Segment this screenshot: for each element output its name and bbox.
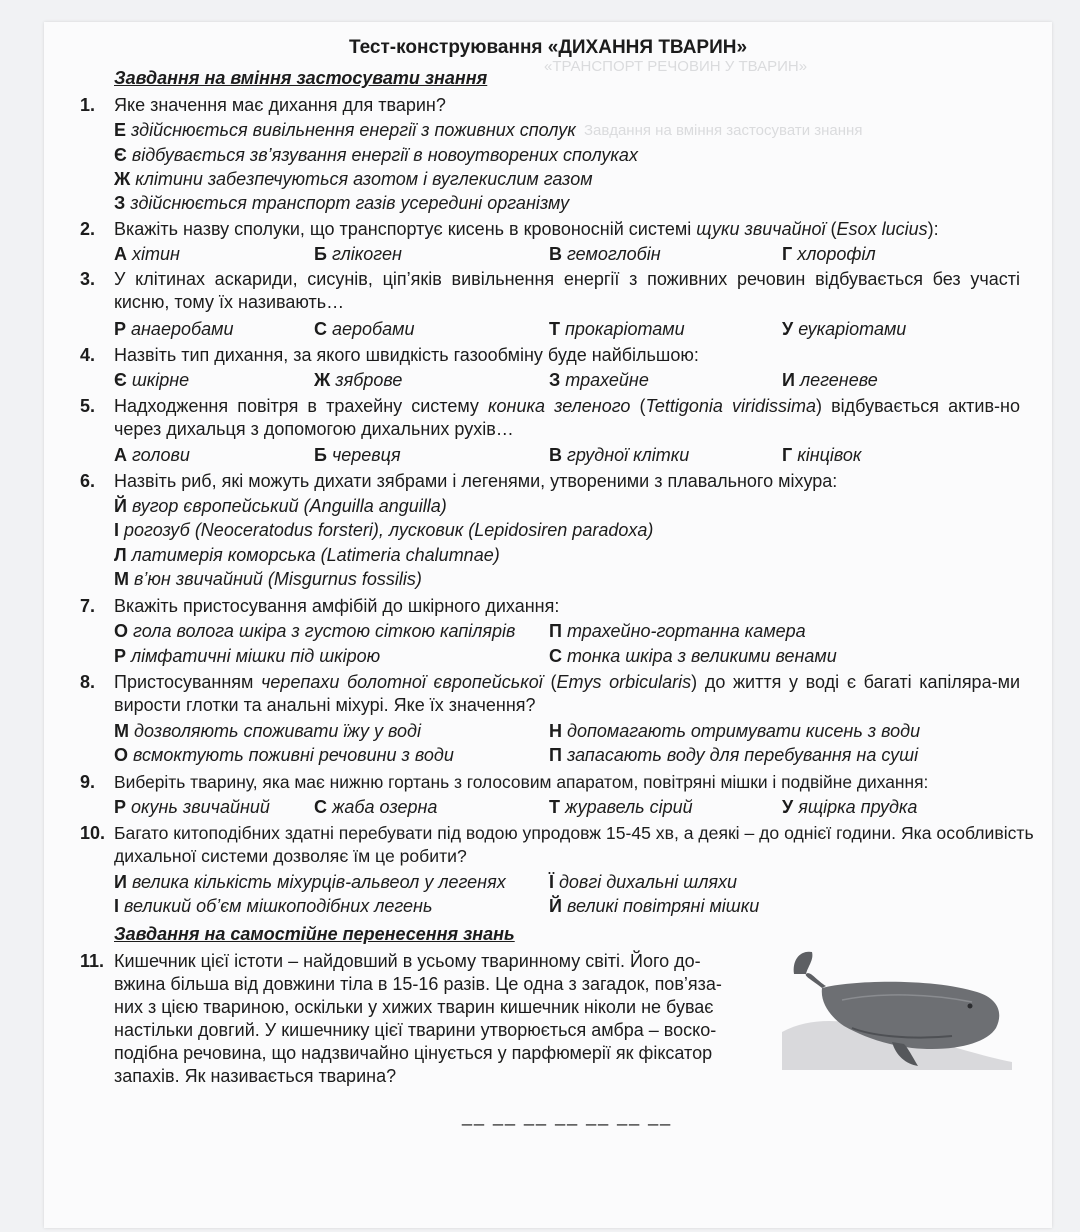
option-letter: Й <box>549 896 562 916</box>
text-line: запахів. Як називається тварина? <box>114 1066 397 1086</box>
question-number: 2. <box>80 219 96 239</box>
option-letter: Є <box>114 145 127 165</box>
option-text: клітини забезпечуються азотом і вуглекислим газом <box>130 169 593 189</box>
option-letter: У <box>782 797 794 817</box>
option[interactable] <box>782 369 878 392</box>
option-text: зяброве <box>330 370 403 390</box>
question-text: Назвіть риб, які можуть дихати зябрами і легенями, утвореними з плавального міхура: <box>114 471 838 491</box>
option-text: хлорофіл <box>792 244 876 264</box>
answer-blanks[interactable]: __ __ __ __ __ __ __ <box>462 1106 673 1126</box>
text-line: вжина більша від довжини тіла в 15-16 разів. Це одна з загадок, пов’яза- <box>114 974 722 994</box>
option-text: хітин <box>127 244 180 264</box>
option[interactable] <box>549 871 737 894</box>
option[interactable] <box>114 444 190 467</box>
option-text: грудної клітки <box>562 445 690 465</box>
option-letter: Н <box>549 721 562 741</box>
question-number: 1. <box>80 95 96 115</box>
bleed-through-text: «ТРАНСПОРТ РЕЧОВИН У ТВАРИН» <box>544 58 808 75</box>
question-number: 6. <box>80 471 96 491</box>
option[interactable] <box>114 871 506 894</box>
option-text: аеробами <box>327 319 415 339</box>
option-letter: М <box>114 569 129 589</box>
question-number: 3. <box>80 269 96 289</box>
option-text: здійснюється транспорт газів усередині організму <box>125 193 570 213</box>
bleed-through-text: Завдання на вміння застосувати знання <box>584 122 863 139</box>
option-letter: Г <box>782 244 793 264</box>
question-text: Багато китоподібних здатні перебувати під водою упродовж 15-45 хв, а деякі – до однієї години. Яка особливість дихальної системи дозволяє їм це робити? <box>114 823 1034 866</box>
option-letter: И <box>782 370 795 390</box>
option[interactable] <box>114 369 189 392</box>
question-1 <box>80 94 1020 117</box>
text-line: подібна речовина, що надзвичайно цінується у парфюмерії як фіксатор <box>114 1043 713 1063</box>
option-letter: Є <box>114 370 127 390</box>
question-text: У клітинах аскариди, сисунів, ціп’яків вивільнення енергії з поживних речовин відбувається без участі кисню, тому їх називають… <box>114 269 1020 312</box>
question-number: 8. <box>80 672 96 692</box>
question-text <box>114 950 780 1088</box>
option[interactable] <box>782 318 906 341</box>
option-letter: С <box>314 797 327 817</box>
option[interactable] <box>114 620 515 643</box>
option[interactable] <box>549 645 837 668</box>
option-text: гола волога шкіра з густою сіткою капілярів <box>128 621 516 641</box>
option-letter: Й <box>114 496 127 516</box>
option-text: прокаріотами <box>560 319 685 339</box>
question-number: 5. <box>80 396 96 416</box>
option-letter: Г <box>782 445 793 465</box>
question-9 <box>80 771 1055 794</box>
option-letter: Б <box>314 244 327 264</box>
option-letter: Е <box>114 120 127 140</box>
option[interactable] <box>114 168 593 191</box>
option[interactable] <box>549 243 661 266</box>
option-letter: И <box>114 872 127 892</box>
option-letter: П <box>549 621 562 641</box>
option-text: глікоген <box>326 244 402 264</box>
document-page <box>44 22 1052 1228</box>
option-text: довгі дихальні шляхи <box>553 872 738 892</box>
option-letter: Ж <box>314 370 331 390</box>
option[interactable] <box>114 796 270 819</box>
option-text: легеневе <box>794 370 878 390</box>
option-text: трахейно-гортанна камера <box>561 621 806 641</box>
option-text: латимерія коморська (Latimeria chalumnae) <box>126 545 500 565</box>
question-10 <box>80 822 1055 868</box>
option-text: велика кількість міхурців-альвеол у легенях <box>126 872 506 892</box>
option[interactable] <box>114 568 422 591</box>
option[interactable] <box>549 720 920 743</box>
question-4 <box>80 344 1020 367</box>
option[interactable] <box>782 243 876 266</box>
option[interactable] <box>114 744 454 767</box>
option[interactable] <box>549 620 806 643</box>
sperm-whale-illustration <box>782 940 1012 1070</box>
option-text: рогозуб (Neoceratodus forsteri), лусковик (Lepidosiren paradoxa) <box>119 520 654 540</box>
option-text: журавель сірий <box>560 797 693 817</box>
text-line: них з цією твариною, оскільки у хижих тварин кишечник ніколи не буває <box>114 997 714 1017</box>
option[interactable] <box>314 796 437 819</box>
option-text: дозволяють споживати їжу у воді <box>129 721 421 741</box>
option-text: відбувається зв’язування енергії в новоутворених сполуках <box>126 145 638 165</box>
option-text: всмоктують поживні речовини з води <box>128 745 454 765</box>
option-letter: О <box>114 621 129 641</box>
question-text: Вкажіть пристосування амфібій до шкірного дихання: <box>114 596 560 616</box>
option-letter: П <box>549 745 562 765</box>
option[interactable] <box>114 192 569 215</box>
option-text: тонка шкіра з великими венами <box>562 646 837 666</box>
option[interactable] <box>114 144 638 167</box>
option[interactable] <box>549 318 685 341</box>
option-text: великий об’єм мішкоподібних легень <box>119 896 433 916</box>
option[interactable] <box>114 119 576 142</box>
option[interactable] <box>114 318 233 341</box>
option-text: здійснюється вивільнення енергії з поживних сполук <box>126 120 576 140</box>
question-11 <box>80 950 780 1088</box>
option-text: голови <box>127 445 190 465</box>
option[interactable] <box>782 796 917 819</box>
option-letter: У <box>782 319 794 339</box>
option-letter: А <box>114 445 127 465</box>
option-text: гемоглобін <box>562 244 661 264</box>
option[interactable] <box>114 720 421 743</box>
question-number: 7. <box>80 596 96 616</box>
question-2 <box>80 218 1020 241</box>
option-text: запасають воду для перебування на суші <box>561 745 919 765</box>
question-text: Яке значення має дихання для тварин? <box>114 95 446 115</box>
question-text: Надходження повітря в трахейну систему коника зеленого (Tettigonia viridissima) відбувається актив-но через дихальця з допомогою дихальних рухів… <box>114 396 1020 439</box>
question-number: 4. <box>80 345 96 365</box>
question-text: Виберіть тварину, яка має нижню гортань з голосовим апаратом, повітряні мішки і подвійне дихання: <box>114 772 929 792</box>
option-text: вугор європейський (Anguilla anguilla) <box>126 496 447 516</box>
section-heading-transfer: Завдання на самостійне перенесення знань <box>114 924 515 944</box>
option-letter: В <box>549 445 562 465</box>
option-letter: Ї <box>549 872 554 892</box>
option-letter: І <box>114 896 120 916</box>
option[interactable] <box>114 544 500 567</box>
option-letter: І <box>114 520 120 540</box>
option-letter: О <box>114 745 129 765</box>
option[interactable] <box>114 895 432 918</box>
option-text: окунь звичайний <box>126 797 270 817</box>
option-text: черевця <box>326 445 401 465</box>
question-3 <box>80 268 1020 314</box>
option-letter: З <box>114 193 126 213</box>
option-letter: Т <box>549 319 560 339</box>
option[interactable] <box>314 444 401 467</box>
option[interactable] <box>549 796 693 819</box>
option-text: шкірне <box>126 370 190 390</box>
section-heading-apply: Завдання на вміння застосувати знання <box>114 68 488 88</box>
question-5 <box>80 395 1020 441</box>
option-letter: С <box>314 319 327 339</box>
option[interactable] <box>314 243 402 266</box>
option-letter: С <box>549 646 562 666</box>
option[interactable] <box>549 444 689 467</box>
option-letter: В <box>549 244 562 264</box>
question-8 <box>80 671 1020 717</box>
option-text: еукаріотами <box>793 319 907 339</box>
option-letter: Л <box>114 545 127 565</box>
option-letter: Р <box>114 319 127 339</box>
page-title: Тест-конструювання «ДИХАННЯ ТВАРИН» <box>348 37 748 58</box>
option[interactable] <box>782 444 861 467</box>
option[interactable] <box>549 895 759 918</box>
question-number: 11. <box>80 951 105 971</box>
option[interactable] <box>114 519 653 542</box>
option-letter: А <box>114 244 127 264</box>
question-text: Пристосуванням черепахи болотної європейської (Emys orbicularis) до життя у воді є багаті капіляра-ми вирости глотки та анальні міхурі. Яке їх значення? <box>114 672 1021 715</box>
option-text: анаеробами <box>126 319 234 339</box>
option[interactable] <box>314 318 415 341</box>
text-line: настільки довгий. У кишечнику цієї тварини утворюється амбра – воско- <box>114 1020 717 1040</box>
option-text: в’юн звичайний (Misgurnus fossilis) <box>129 569 422 589</box>
option-letter: Ж <box>114 169 131 189</box>
question-text: Вкажіть назву сполуки, що транспортує кисень в кровоносній системі щуки звичайної (Esox lucius): <box>114 219 939 239</box>
option[interactable] <box>549 744 918 767</box>
option-letter: Т <box>549 797 560 817</box>
option-text: жаба озерна <box>327 797 438 817</box>
option-text: допомагають отримувати кисень з води <box>562 721 921 741</box>
option[interactable] <box>114 243 180 266</box>
question-6 <box>80 470 1020 493</box>
option[interactable] <box>114 495 447 518</box>
option-text: кінцівок <box>792 445 862 465</box>
option-letter: М <box>114 721 129 741</box>
option-letter: Б <box>314 445 327 465</box>
option-letter: З <box>549 370 561 390</box>
question-number: 10. <box>80 823 106 843</box>
option[interactable] <box>314 369 402 392</box>
option-letter: Р <box>114 646 127 666</box>
option[interactable] <box>114 645 380 668</box>
option-text: великі повітряні мішки <box>561 896 760 916</box>
option-text: лімфатичні мішки під шкірою <box>126 646 381 666</box>
option[interactable] <box>549 369 649 392</box>
option-text: ящірка прудка <box>793 797 918 817</box>
question-7 <box>80 595 1020 618</box>
option-letter: Р <box>114 797 127 817</box>
option-text: трахейне <box>560 370 649 390</box>
question-text: Назвіть тип дихання, за якого швидкість газообміну буде найбільшою: <box>114 345 699 365</box>
question-number: 9. <box>80 772 96 792</box>
text-line: Кишечник цієї істоти – найдовший в усьому тваринному світі. Його до- <box>114 951 701 971</box>
